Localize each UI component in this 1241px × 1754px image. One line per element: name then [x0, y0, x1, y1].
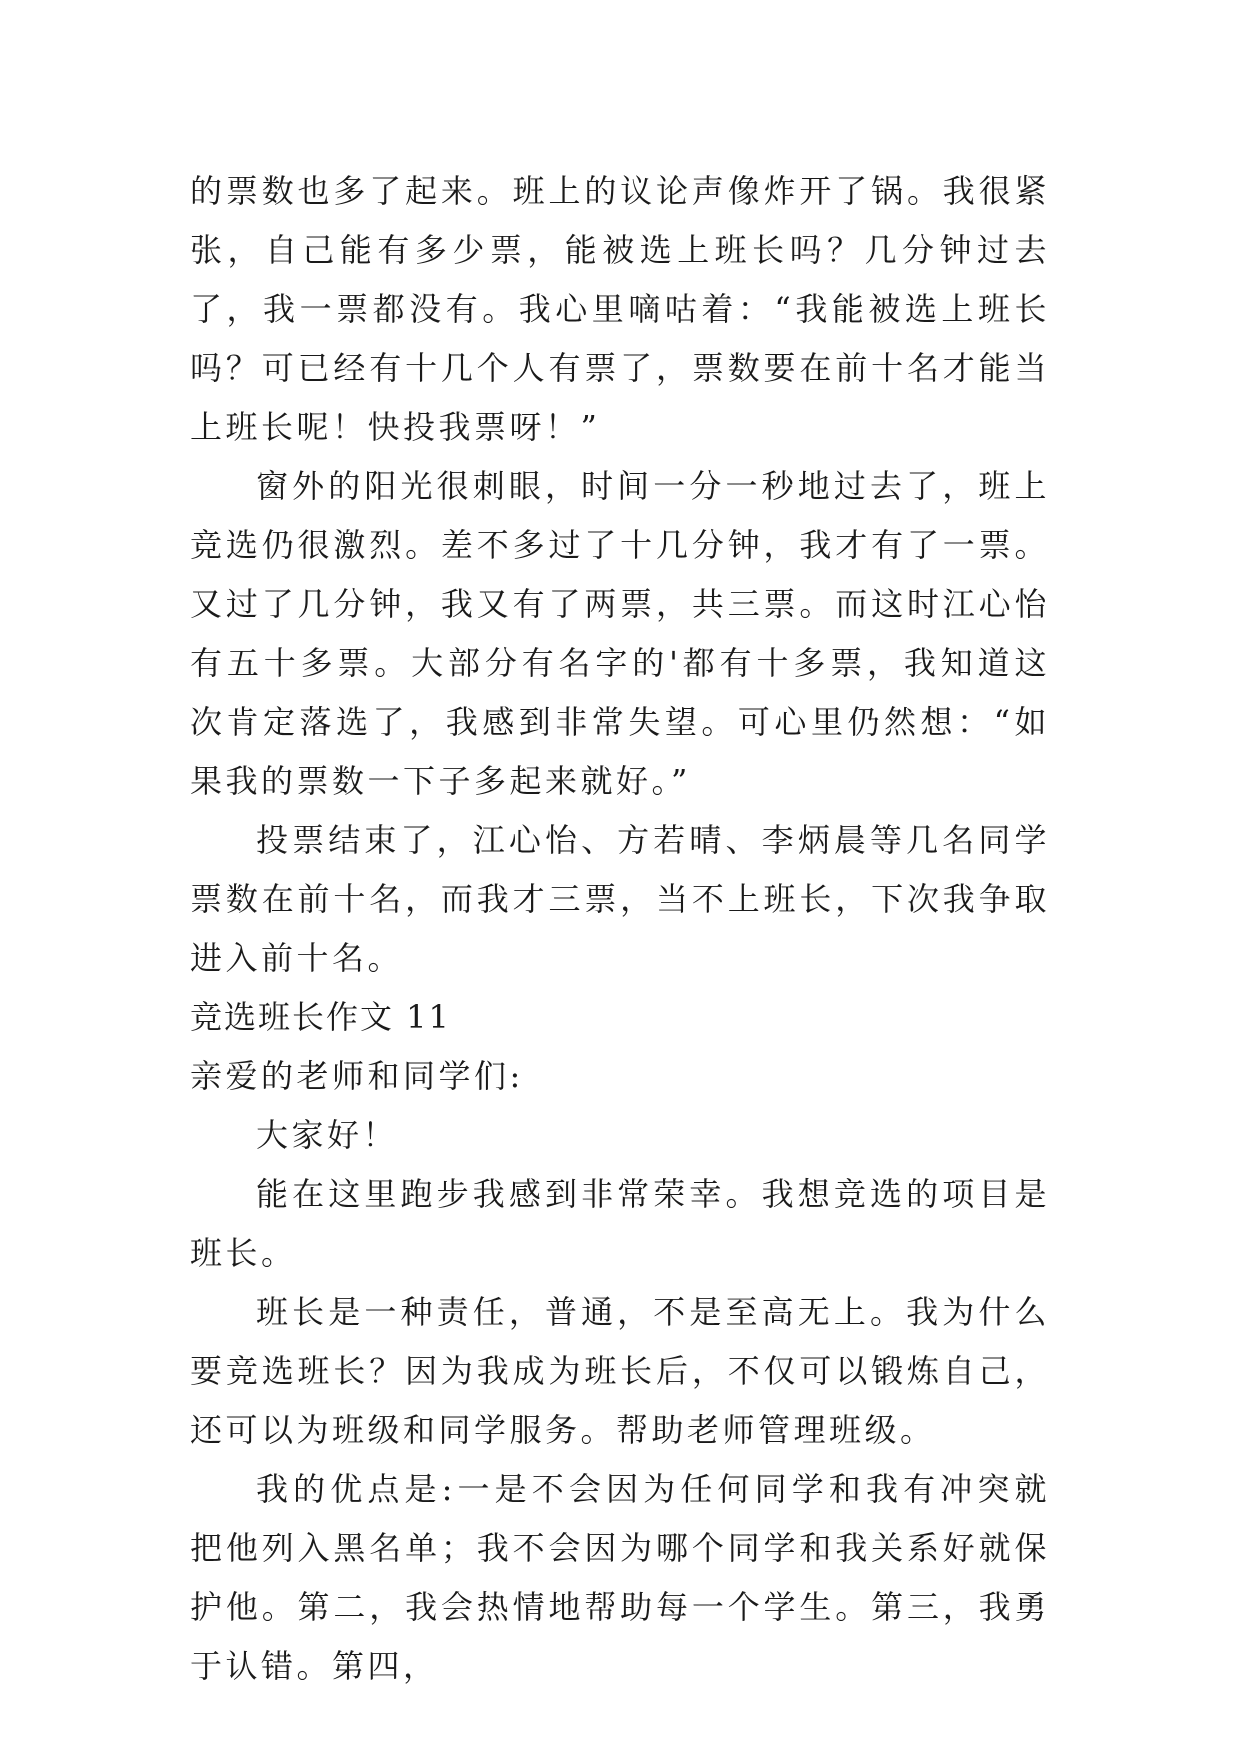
salutation: 亲爱的老师和同学们:	[190, 1057, 524, 1095]
document-body	[190, 162, 1050, 1696]
greeting: 大家好！	[256, 1116, 399, 1154]
section-heading: 竞选班长作文 11	[190, 998, 451, 1036]
paragraph: 我的优点是:一是不会因为任何同学和我有冲突就把他列入黑名单；我不会因为哪个同学和我关系好就保护他。第二，我会热情地帮助每一个学生。第三，我勇于认错。第四，	[190, 1470, 1050, 1685]
paragraph: 窗外的阳光很刺眼，时间一分一秒地过去了，班上竞选仍很激烈。差不多过了十几分钟，我才有了一票。又过了几分钟，我又有了两票，共三票。而这时江心怡有五十多票。大部分有名字的'都有十多票，我知道这次肯定落选了，我感到非常失望。可心里仍然想：“如果我的票数一下子多起来就好。”	[190, 467, 1050, 800]
paragraph: 的票数也多了起来。班上的议论声像炸开了锅。我很紧张，自己能有多少票，能被选上班长吗？几分钟过去了，我一票都没有。我心里嘀咕着：“我能被选上班长吗？可已经有十几个人有票了，票数要在前十名才能当上班长呢！快投我票呀！”	[190, 172, 1050, 446]
paragraph: 能在这里跑步我感到非常荣幸。我想竞选的项目是班长。	[190, 1175, 1050, 1272]
paragraph: 投票结束了，江心怡、方若晴、李炳晨等几名同学票数在前十名，而我才三票，当不上班长，下次我争取进入前十名。	[190, 821, 1050, 977]
paragraph: 班长是一种责任，普通，不是至高无上。我为什么要竞选班长？因为我成为班长后，不仅可以锻炼自己，还可以为班级和同学服务。帮助老师管理班级。	[190, 1293, 1050, 1449]
